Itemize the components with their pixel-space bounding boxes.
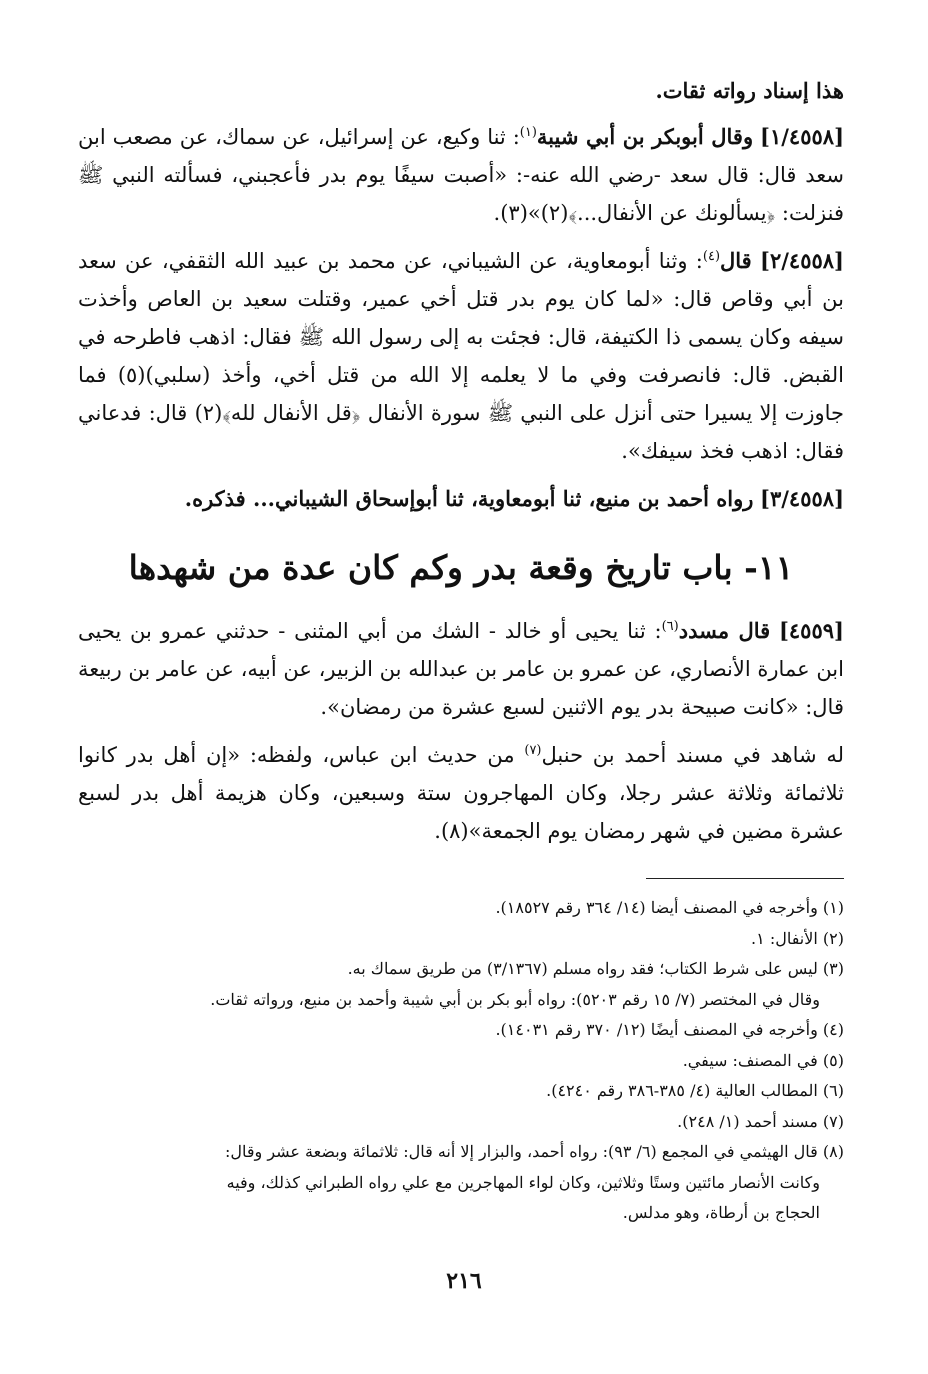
footnote-ref[interactable]: (١) [519,125,537,140]
footnote-line: (٧) مسند أحمد (١/ ٢٤٨). [677,1111,844,1131]
footnote-ref[interactable]: (٤) [702,249,721,264]
hadith-number: [٣/٤٥٥٨] [760,486,844,511]
chapter-title: ١١- باب تاريخ وقعة بدر وكم كان عدة من شهدها [128,548,794,587]
footnote-line: (٣) ليس على شرط الكتاب؛ فقد رواه مسلم (٣/١٣٦٧) من طريق سماك به. [347,959,844,978]
hadith-4558-1 [78,118,844,232]
hadith-lead: قال مسدد [678,618,771,643]
footnote-line: (٨) قال الهيثمي في المجمع (٦/ ٩٣): رواه أحمد، والبزار إلا أنه قال: ثلاثمائة وبضعة عشر وقال: [224,1142,844,1161]
hadith-body: : وثنا أبومعاوية، عن الشيباني، عن محمد بن عبيد الله الثقفي، عن سعد بن أبي وقاص قال: «لما كان يوم بدر قتل أخي عمير، وقتلت سعيد بن العاص وأخذت سيفه وكان يسمى ذا الكتيفة، قال: فجئت به إلى رسول الله ﷺ فقال: اذهب فاطرحه في القبض. قال: فانصرفت وفي ما لا يعلمه إلا الله من قتل أخي، وأخذ (سلبي)(٥) فما جاوزت إلا يسيرا حتى أنزل على النبي ﷺ سورة الأنفال ﴿قل الأنفال لله﴾(٢) قال: فدعاني فقال: اذهب فخذ سيفك». [78,249,845,463]
footnote-line: (٢) الأنفال: ١. [751,928,844,948]
narration-lead: له شاهد في مسند أحمد بن حنبل [541,743,844,767]
footnote-line: (٤) وأخرجه في المصنف أيضًا (١٢/ ٣٧٠ رقم ١٤٠٣١). [495,1020,844,1039]
footnote-line: (١) وأخرجه في المصنف أيضا (١٤/ ٣٦٤ رقم ١٨٥٢٧). [495,898,844,917]
supporting-narration [78,736,844,850]
footnote-divider [646,878,844,879]
footnote-line: (٦) المطالب العالية (٤/ ٣٨٥-٣٨٦ رقم ٤٢٤٠). [546,1081,844,1100]
footnote-line: (٥) في المصنف: سيفي. [682,1050,844,1070]
hadith-lead: وقال أبوبكر بن أبي شيبة [536,124,754,149]
hadith-number: [٢/٤٥٥٨] [760,248,844,273]
footnote-continuation: وكانت الأنصار مائتين وستًا وثلاثين، وكان لواء المهاجرين مع علي رواه الطبراني كذلك، وفيه [226,1172,820,1192]
hadith-lead: رواه أحمد بن منيع، ثنا أبومعاوية، ثنا أبوإسحاق الشيباني... فذكره. [184,486,754,511]
footnote-ref[interactable]: (٦) [661,619,679,634]
hadith-body: : ثنا يحيى أو خالد - الشك من أبي المثنى - حدثني عمرو بن يحيى ابن عمارة الأنصاري، عن عمرو بن عامر بن عبدالله بن الزبير، عن أبيه، عن عامر بن ربيعة قال: «كانت صبيحة بدر يوم الاثنين لسبع عشرة من رمضان». [78,619,844,719]
closing-line: هذا إسناد رواته ثقات. [655,78,844,103]
hadith-body: : ثنا وكيع، عن إسرائيل، عن سماك، عن مصعب ابن سعد قال: قال سعد -رضي الله عنه-: «أصبت سيفًا يوم بدر فأعجبني، فسألته النبي ﷺ فنزلت: ﴿يسألونك عن الأنفال...﴾(٢)»(٣). [78,125,844,225]
footnote-continuation: الحجاج بن أرطاة، وهو مدلس. [622,1203,820,1222]
hadith-4559 [78,612,844,726]
footnote-continuation: وقال في المختصر (٧/ ١٥ رقم ٥٢٠٣): رواه أبو بكر بن أبي شيبة وأحمد بن منيع، ورواته ثقات. [210,989,820,1009]
hadith-number: [١/٤٥٥٨] [760,124,844,149]
page-number: ٢١٦ [446,1268,482,1294]
hadith-4558-3 [78,480,844,518]
hadith-lead: قال [720,248,752,273]
hadith-number: [٤٥٥٩] [778,618,844,643]
narration-body: من حديث ابن عباس، ولفظه: «إن أهل بدر كانوا ثلاثمائة وثلاثة عشر رجلا، وكان المهاجرون ستة وسبعين، وكان هزيمة أهل بدر لسبع عشرة مضين في شهر رمضان يوم الجمعة»(٨). [78,743,844,843]
hadith-4558-2 [78,242,844,470]
footnote-ref[interactable]: (٧) [524,743,542,758]
footnotes [78,893,844,1229]
